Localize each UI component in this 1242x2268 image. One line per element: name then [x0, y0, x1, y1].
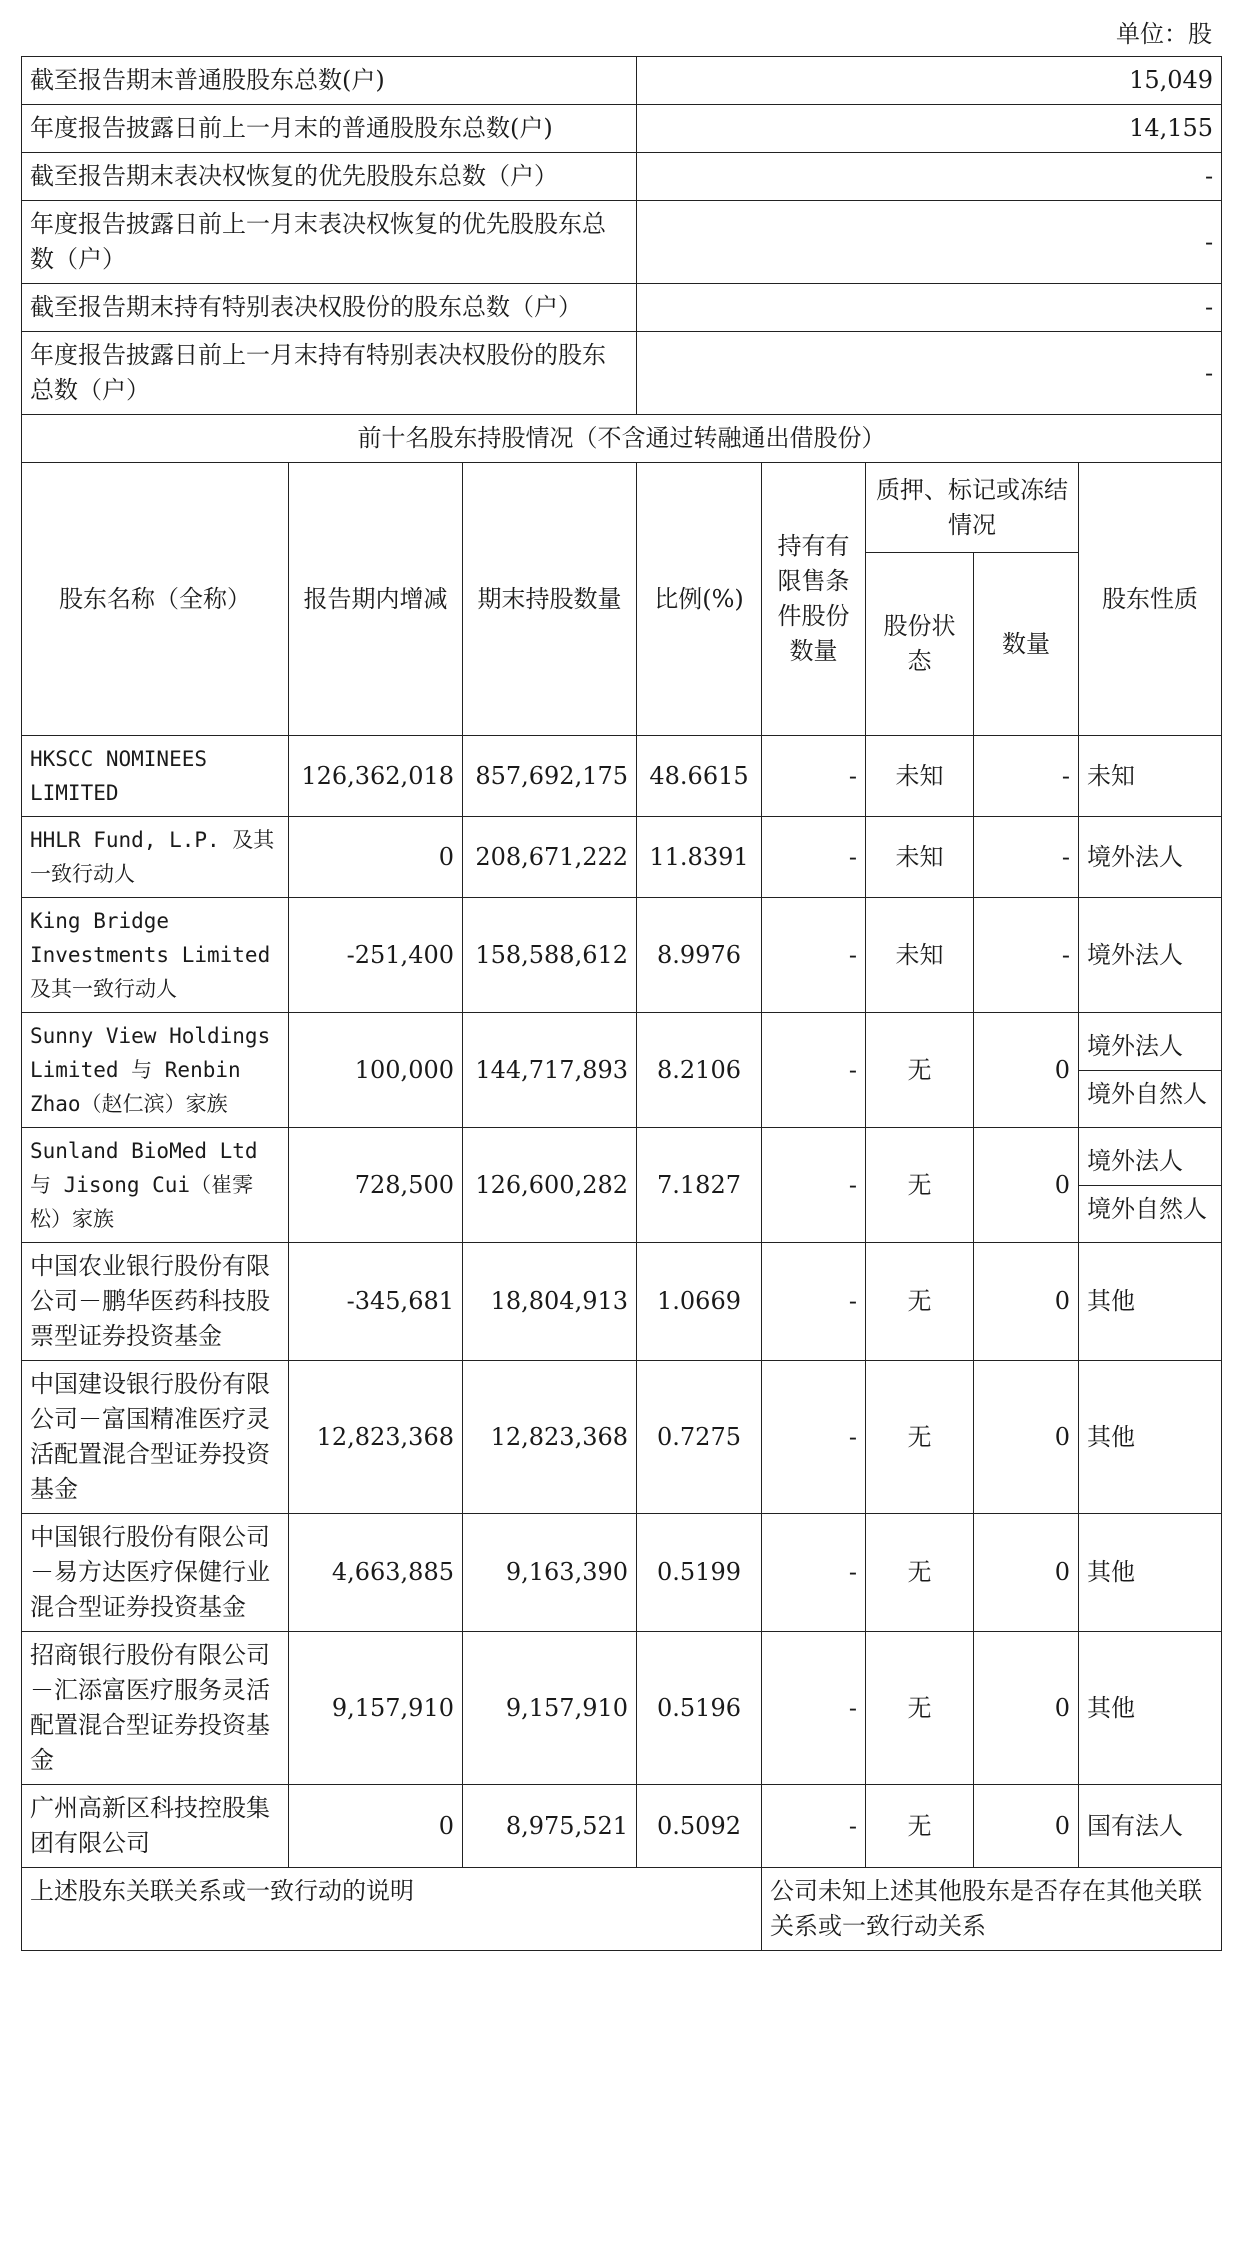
shareholder-name: 中国银行股份有限公司－易方达医疗保健行业混合型证券投资基金 — [22, 1514, 289, 1632]
summary-value: - — [637, 332, 1222, 415]
shareholder-row — [22, 1128, 1222, 1243]
summary-row — [22, 153, 1222, 201]
shareholder-pledge-qty: 0 — [974, 1785, 1079, 1868]
shareholder-restricted: - — [762, 1243, 866, 1361]
shareholder-pledge-qty: - — [974, 736, 1079, 817]
shareholder-change: 0 — [289, 817, 463, 898]
shareholder-shares: 208,671,222 — [463, 817, 637, 898]
summary-value: - — [637, 284, 1222, 332]
shareholder-pledge-status: 无 — [866, 1632, 974, 1785]
shareholder-change: 0 — [289, 1785, 463, 1868]
shareholder-pledge-status: 无 — [866, 1361, 974, 1514]
shareholder-shares: 144,717,893 — [463, 1013, 637, 1128]
shareholder-restricted: - — [762, 1361, 866, 1514]
summary-label: 年度报告披露日前上一月末持有特别表决权股份的股东总数（户） — [22, 332, 637, 415]
shareholder-pledge-status: 无 — [866, 1128, 974, 1243]
shareholder-shares: 857,692,175 — [463, 736, 637, 817]
footer-value: 公司未知上述其他股东是否存在其他关联关系或一致行动关系 — [762, 1868, 1222, 1951]
summary-row — [22, 57, 1222, 105]
summary-value: 14,155 — [637, 105, 1222, 153]
shareholder-pledge-status: 未知 — [866, 736, 974, 817]
shareholder-restricted: - — [762, 1013, 866, 1128]
shareholder-shares: 12,823,368 — [463, 1361, 637, 1514]
shareholder-ratio: 7.1827 — [637, 1128, 762, 1243]
shareholder-restricted: - — [762, 1514, 866, 1632]
summary-label: 截至报告期末持有特别表决权股份的股东总数（户） — [22, 284, 637, 332]
summary-section — [22, 57, 1222, 415]
shareholder-name: HHLR Fund, L.P. 及其一致行动人 — [22, 817, 289, 898]
shareholder-pledge-qty: 0 — [974, 1013, 1079, 1128]
shareholder-nature: 境外法人 — [1079, 817, 1222, 898]
shareholder-pledge-status: 无 — [866, 1243, 974, 1361]
shareholder-nature: 国有法人 — [1079, 1785, 1222, 1868]
shareholder-name: Sunny View Holdings Limited 与 Renbin Zhao（赵仁滨）家族 — [22, 1013, 289, 1128]
summary-row — [22, 105, 1222, 153]
shareholder-row — [22, 1785, 1222, 1868]
shareholder-name: King Bridge Investments Limited 及其一致行动人 — [22, 898, 289, 1013]
shareholder-ratio: 11.8391 — [637, 817, 762, 898]
shareholder-nature — [1079, 1128, 1222, 1243]
top10-title: 前十名股东持股情况（不含通过转融通出借股份） — [22, 415, 1222, 463]
summary-row — [22, 284, 1222, 332]
shareholder-change: 9,157,910 — [289, 1632, 463, 1785]
shareholder-change: -345,681 — [289, 1243, 463, 1361]
shareholder-shares: 8,975,521 — [463, 1785, 637, 1868]
shareholder-nature-secondary: 境外自然人 — [1087, 1194, 1208, 1223]
shareholder-pledge-status: 无 — [866, 1013, 974, 1128]
shareholder-row — [22, 1632, 1222, 1785]
shareholder-restricted: - — [762, 898, 866, 1013]
shareholder-shares: 9,163,390 — [463, 1514, 637, 1632]
shareholder-pledge-qty: 0 — [974, 1514, 1079, 1632]
shareholder-row — [22, 898, 1222, 1013]
shareholder-name: Sunland BioMed Ltd 与 Jisong Cui（崔霁松）家族 — [22, 1128, 289, 1243]
shareholder-nature-primary: 境外法人 — [1079, 1142, 1221, 1186]
shareholder-shares: 9,157,910 — [463, 1632, 637, 1785]
shareholder-row — [22, 1514, 1222, 1632]
summary-label: 年度报告披露日前上一月末表决权恢复的优先股股东总数（户） — [22, 201, 637, 284]
header-change: 报告期内增减 — [289, 463, 463, 736]
header-shares: 期末持股数量 — [463, 463, 637, 736]
shareholder-nature: 未知 — [1079, 736, 1222, 817]
unit-label: 单位：股 — [1116, 20, 1212, 48]
footer-section — [22, 1868, 1222, 1951]
footer-row — [22, 1868, 1222, 1951]
shareholder-pledge-qty: 0 — [974, 1128, 1079, 1243]
header-ratio: 比例(%) — [637, 463, 762, 736]
summary-label: 年度报告披露日前上一月末的普通股股东总数(户) — [22, 105, 637, 153]
shareholder-name: HKSCC NOMINEES LIMITED — [22, 736, 289, 817]
header-restricted: 持有有限售条件股份数量 — [762, 463, 866, 736]
shareholder-shares: 158,588,612 — [463, 898, 637, 1013]
summary-row — [22, 201, 1222, 284]
shareholder-row — [22, 1243, 1222, 1361]
shareholder-ratio: 0.5199 — [637, 1514, 762, 1632]
shareholder-change: 126,362,018 — [289, 736, 463, 817]
summary-label: 截至报告期末表决权恢复的优先股股东总数（户） — [22, 153, 637, 201]
shareholder-restricted: - — [762, 817, 866, 898]
shareholder-pledge-qty: 0 — [974, 1632, 1079, 1785]
shareholder-nature: 其他 — [1079, 1514, 1222, 1632]
shareholder-pledge-status: 未知 — [866, 898, 974, 1013]
shareholder-pledge-qty: - — [974, 898, 1079, 1013]
shareholder-row — [22, 817, 1222, 898]
shareholder-ratio: 0.5092 — [637, 1785, 762, 1868]
shareholder-change: 100,000 — [289, 1013, 463, 1128]
summary-value: - — [637, 153, 1222, 201]
shareholder-pledge-status: 无 — [866, 1785, 974, 1868]
shareholder-pledge-qty: 0 — [974, 1361, 1079, 1514]
shareholder-name: 招商银行股份有限公司－汇添富医疗服务灵活配置混合型证券投资基金 — [22, 1632, 289, 1785]
shareholder-nature-secondary: 境外自然人 — [1087, 1079, 1208, 1108]
shareholder-ratio: 0.7275 — [637, 1361, 762, 1514]
shareholder-row — [22, 1013, 1222, 1128]
summary-value: 15,049 — [637, 57, 1222, 105]
summary-value: - — [637, 201, 1222, 284]
shareholder-nature — [1079, 1013, 1222, 1128]
shareholder-ratio: 0.5196 — [637, 1632, 762, 1785]
holders-section — [22, 736, 1222, 1868]
shareholder-row — [22, 1361, 1222, 1514]
shareholder-row — [22, 736, 1222, 817]
shareholder-ratio: 8.9976 — [637, 898, 762, 1013]
shareholder-restricted: - — [762, 1632, 866, 1785]
shareholder-restricted: - — [762, 736, 866, 817]
header-pledge-qty: 数量 — [974, 553, 1079, 736]
header-name: 股东名称（全称） — [22, 463, 289, 736]
shareholder-restricted: - — [762, 1785, 866, 1868]
shareholder-restricted: - — [762, 1128, 866, 1243]
header-nature: 股东性质 — [1079, 463, 1222, 736]
shareholder-nature: 境外法人 — [1079, 898, 1222, 1013]
shareholder-change: -251,400 — [289, 898, 463, 1013]
shareholder-ratio: 48.6615 — [637, 736, 762, 817]
shareholder-ratio: 8.2106 — [637, 1013, 762, 1128]
header-row-1 — [22, 463, 1222, 553]
shareholder-pledge-qty: 0 — [974, 1243, 1079, 1361]
summary-row — [22, 332, 1222, 415]
top10-title-row — [22, 415, 1222, 463]
top10-section — [22, 415, 1222, 736]
shareholder-nature: 其他 — [1079, 1632, 1222, 1785]
shareholder-pledge-status: 未知 — [866, 817, 974, 898]
shareholder-pledge-status: 无 — [866, 1514, 974, 1632]
shareholder-nature: 其他 — [1079, 1243, 1222, 1361]
shareholder-shares: 18,804,913 — [463, 1243, 637, 1361]
header-pledge-status: 股份状态 — [866, 553, 974, 736]
header-pledge-group: 质押、标记或冻结情况 — [866, 463, 1079, 553]
shareholder-ratio: 1.0669 — [637, 1243, 762, 1361]
shareholder-nature-primary: 境外法人 — [1079, 1027, 1221, 1071]
summary-label: 截至报告期末普通股股东总数(户) — [22, 57, 637, 105]
shareholder-shares: 126,600,282 — [463, 1128, 637, 1243]
shareholder-change: 12,823,368 — [289, 1361, 463, 1514]
shareholder-pledge-qty: - — [974, 817, 1079, 898]
shareholder-table — [21, 56, 1222, 1951]
shareholder-change: 4,663,885 — [289, 1514, 463, 1632]
shareholder-name: 中国农业银行股份有限公司－鹏华医药科技股票型证券投资基金 — [22, 1243, 289, 1361]
shareholder-change: 728,500 — [289, 1128, 463, 1243]
shareholder-name: 中国建设银行股份有限公司－富国精准医疗灵活配置混合型证券投资基金 — [22, 1361, 289, 1514]
shareholder-name: 广州高新区科技控股集团有限公司 — [22, 1785, 289, 1868]
shareholder-nature: 其他 — [1079, 1361, 1222, 1514]
footer-label: 上述股东关联关系或一致行动的说明 — [22, 1868, 762, 1951]
